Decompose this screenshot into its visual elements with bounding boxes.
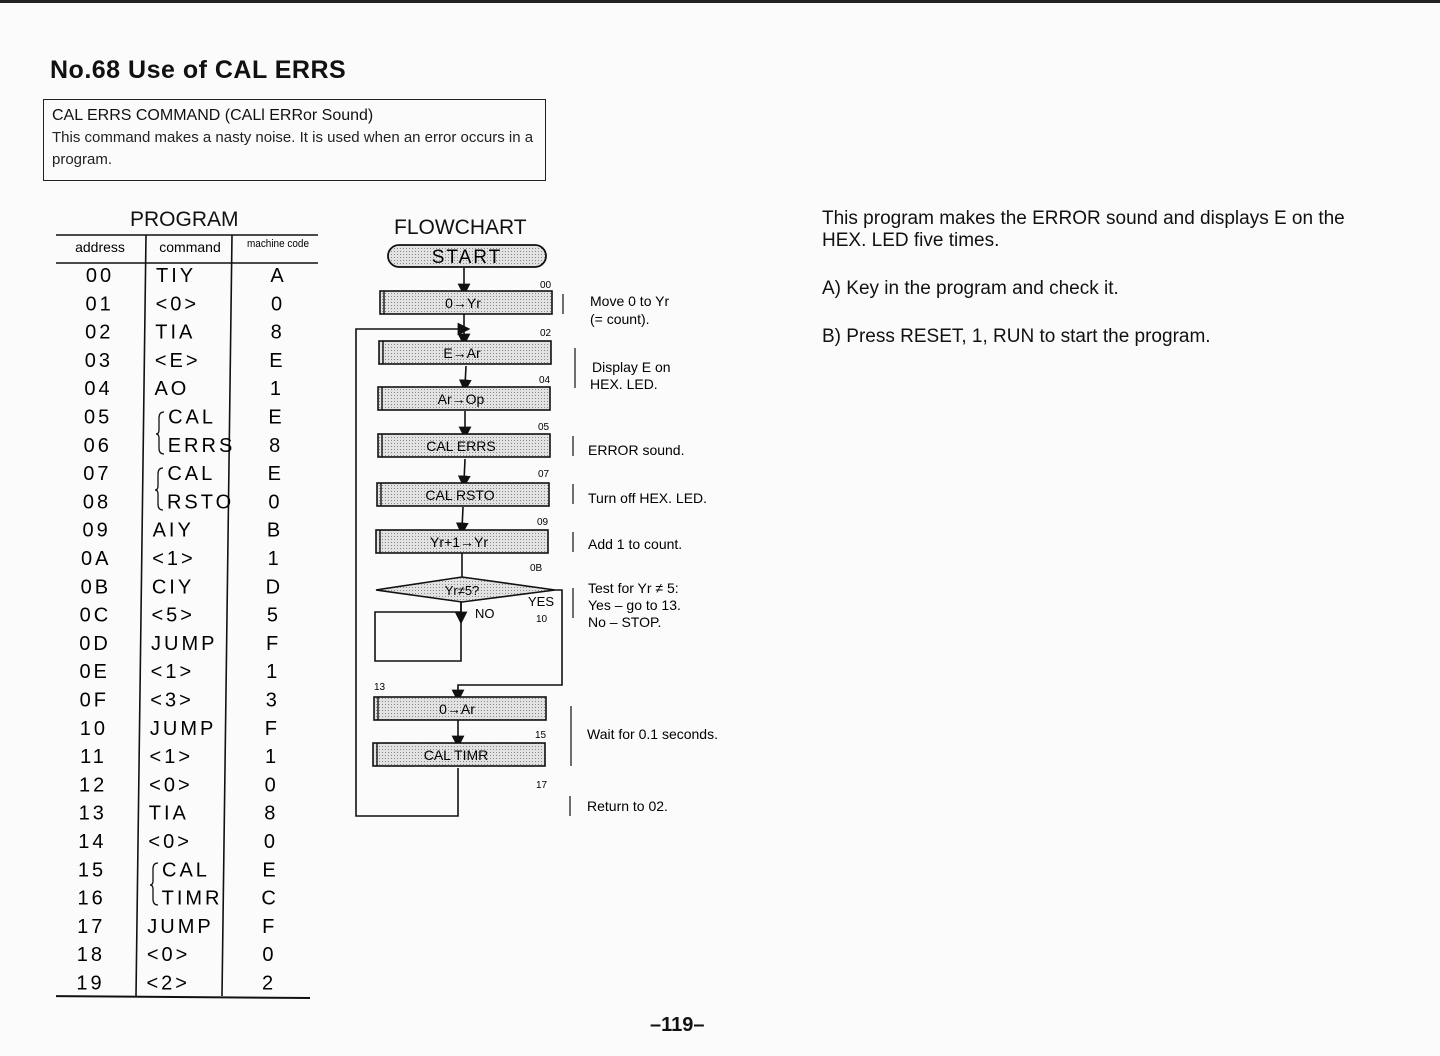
program-machine-code: 8 [270, 321, 282, 344]
process-box-label: 0→Ar [439, 701, 475, 717]
header-command: command [159, 239, 221, 255]
program-machine-code: F [262, 915, 275, 938]
program-machine-code: 0 [262, 944, 274, 967]
program-address: 11 [80, 746, 107, 769]
flow-note: Return to 02. [587, 798, 668, 814]
program-address: 02 [85, 321, 114, 344]
program-machine-code: 1 [269, 378, 282, 401]
header-address: address [75, 239, 125, 255]
brace-cal-rsto [155, 468, 163, 510]
program-address: 0E [79, 661, 110, 684]
program-machine-code: 1 [267, 548, 279, 570]
step-address: 05 [538, 422, 550, 433]
flow-note: Yes – go to 13. [588, 597, 681, 613]
brace-cal-timr [150, 863, 158, 905]
brace-cal-errs [156, 412, 164, 454]
program-command: <1> [150, 661, 195, 684]
program-address: 0B [80, 576, 112, 599]
program-address: 17 [77, 915, 106, 938]
program-machine-code: E [268, 406, 282, 429]
step-address: 04 [539, 375, 551, 386]
flow-note: Display E on [592, 359, 671, 375]
table-column-divider-2 [222, 235, 232, 996]
program-table [56, 232, 318, 1004]
program-command: CAL [167, 463, 216, 486]
program-machine-code: 3 [265, 689, 277, 712]
program-rows [76, 265, 284, 995]
program-machine-code: B [266, 519, 281, 542]
program-machine-code: 8 [264, 802, 276, 825]
page-title: No.68 Use of CAL ERRS [50, 56, 347, 84]
program-address: 13 [78, 802, 107, 825]
program-command: TIY [156, 265, 197, 287]
program-command: JUMP [147, 915, 214, 938]
program-command: <0> [155, 293, 200, 316]
program-machine-code: E [267, 463, 282, 486]
program-title: PROGRAM [130, 208, 239, 231]
program-command: <0> [148, 831, 192, 853]
program-command: AIY [152, 519, 194, 542]
step-address: 0B [530, 563, 543, 574]
description [822, 208, 1382, 348]
table-bottom-rule [56, 996, 310, 998]
program-machine-code: 5 [266, 604, 279, 627]
program-machine-code: 1 [266, 661, 278, 684]
header-machine-code: machine code [247, 238, 309, 250]
step-b: B) Press RESET, 1, RUN to start the program. [822, 326, 1211, 347]
program-command: <3> [150, 689, 194, 712]
flow-note: Add 1 to count. [588, 536, 683, 552]
process-box-label: 0→Yr [445, 295, 481, 311]
process-box-label: Yr+1→Yr [430, 534, 488, 550]
program-address: 01 [85, 293, 114, 316]
program-machine-code: E [262, 859, 276, 882]
program-address: 03 [84, 349, 113, 372]
program-command: ERRS [167, 434, 236, 457]
decision-yes-label: YES [528, 594, 555, 609]
page-number: –119– [650, 1014, 705, 1036]
decision-no-label: NO [475, 606, 495, 621]
program-address: 05 [83, 406, 113, 429]
program-address: 10 [79, 717, 109, 740]
command-heading: CAL ERRS COMMAND (CALl ERRor Sound) [52, 107, 374, 124]
program-address: 09 [82, 519, 111, 542]
program-address: 07 [83, 463, 112, 486]
step-address: 02 [540, 328, 552, 339]
step-address: 09 [537, 517, 549, 528]
program-machine-code: E [269, 349, 283, 372]
program-address: 19 [76, 972, 105, 995]
program-address: 14 [78, 831, 107, 853]
step-address: 15 [535, 730, 547, 741]
decision-label: Yr≠5? [444, 583, 480, 598]
end-address: 17 [536, 780, 548, 791]
program-command: CAL [162, 859, 210, 882]
program-command: TIMR [161, 887, 223, 910]
program-machine-code: 0 [271, 293, 283, 316]
program-command: <2> [146, 972, 190, 995]
program-command: TIA [148, 802, 189, 825]
flow-note: HEX. LED. [590, 376, 658, 392]
program-address: 06 [83, 434, 112, 457]
program-machine-code: 2 [261, 972, 274, 995]
program-address: 0C [79, 604, 112, 627]
program-machine-code: 0 [268, 491, 280, 514]
program-address: 16 [77, 887, 106, 910]
process-box-label: CAL TIMR [423, 747, 489, 763]
flow-note: Wait for 0.1 seconds. [587, 726, 718, 742]
program-address: 00 [85, 265, 115, 287]
step-address: 13 [374, 682, 386, 693]
flow-note: No – STOP. [588, 614, 662, 630]
step-address: 00 [540, 280, 552, 291]
command-info-box [43, 99, 546, 181]
program-machine-code: 0 [263, 831, 275, 853]
program-machine-code: F [265, 632, 279, 655]
program-command: CIY [151, 576, 195, 599]
note-braces [563, 294, 575, 816]
program-command: TIA [155, 321, 196, 344]
flowchart [340, 236, 760, 836]
program-command: RSTO [166, 491, 235, 514]
program-machine-code: A [270, 265, 284, 287]
process-box-label: E→Ar [443, 345, 481, 361]
program-machine-code: D [265, 576, 281, 599]
step-address: 07 [538, 469, 550, 480]
program-machine-code: 0 [264, 774, 276, 797]
program-machine-code: F [264, 717, 278, 740]
program-command: <E> [154, 349, 201, 372]
program-machine-code: 1 [264, 746, 277, 769]
program-command: <0> [149, 774, 193, 797]
flow-note: ERROR sound. [588, 442, 685, 458]
process-box-label: CAL RSTO [425, 487, 495, 503]
program-address: 0F [79, 689, 109, 712]
step-a: A) Key in the program and check it. [822, 278, 1119, 299]
process-box-label: CAL ERRS [426, 438, 496, 454]
program-command: <0> [146, 944, 191, 967]
flow-note: Turn off HEX. LED. [588, 490, 708, 506]
program-address: 12 [79, 774, 108, 797]
table-column-divider-1 [136, 235, 146, 996]
program-command: <1> [149, 746, 194, 769]
process-box-label: Ar→Op [437, 391, 485, 407]
program-address: 0D [79, 632, 111, 655]
flow-notes [587, 293, 718, 814]
program-address: 15 [77, 859, 107, 882]
program-command: <5> [151, 604, 195, 627]
flowchart-title: FLOWCHART [394, 216, 527, 239]
flow-note: Test for Yr ≠ 5: [588, 580, 679, 596]
program-command: JUMP [151, 632, 218, 655]
program-command: JUMP [149, 717, 217, 740]
description-intro: This program makes the ERROR sound and displays E on the HEX. LED five times. [822, 208, 1345, 251]
flow-note: Move 0 to Yr [590, 293, 670, 309]
program-address: 04 [84, 378, 113, 401]
yes-address: 10 [536, 614, 548, 625]
flow-note: (= count). [590, 311, 650, 327]
start-label: START [431, 247, 503, 268]
program-address: 18 [76, 944, 106, 967]
program-machine-code: 8 [269, 434, 281, 457]
program-address: 08 [82, 491, 112, 514]
program-command: CAL [168, 406, 217, 429]
program-command: <1> [152, 548, 196, 570]
program-machine-code: C [261, 887, 276, 910]
program-address: 0A [80, 548, 112, 570]
program-command: AO [154, 378, 190, 401]
top-border-line [0, 0, 1440, 3]
command-description: This command makes a nasty noise. It is used when an error occurs in a program. [52, 129, 534, 168]
